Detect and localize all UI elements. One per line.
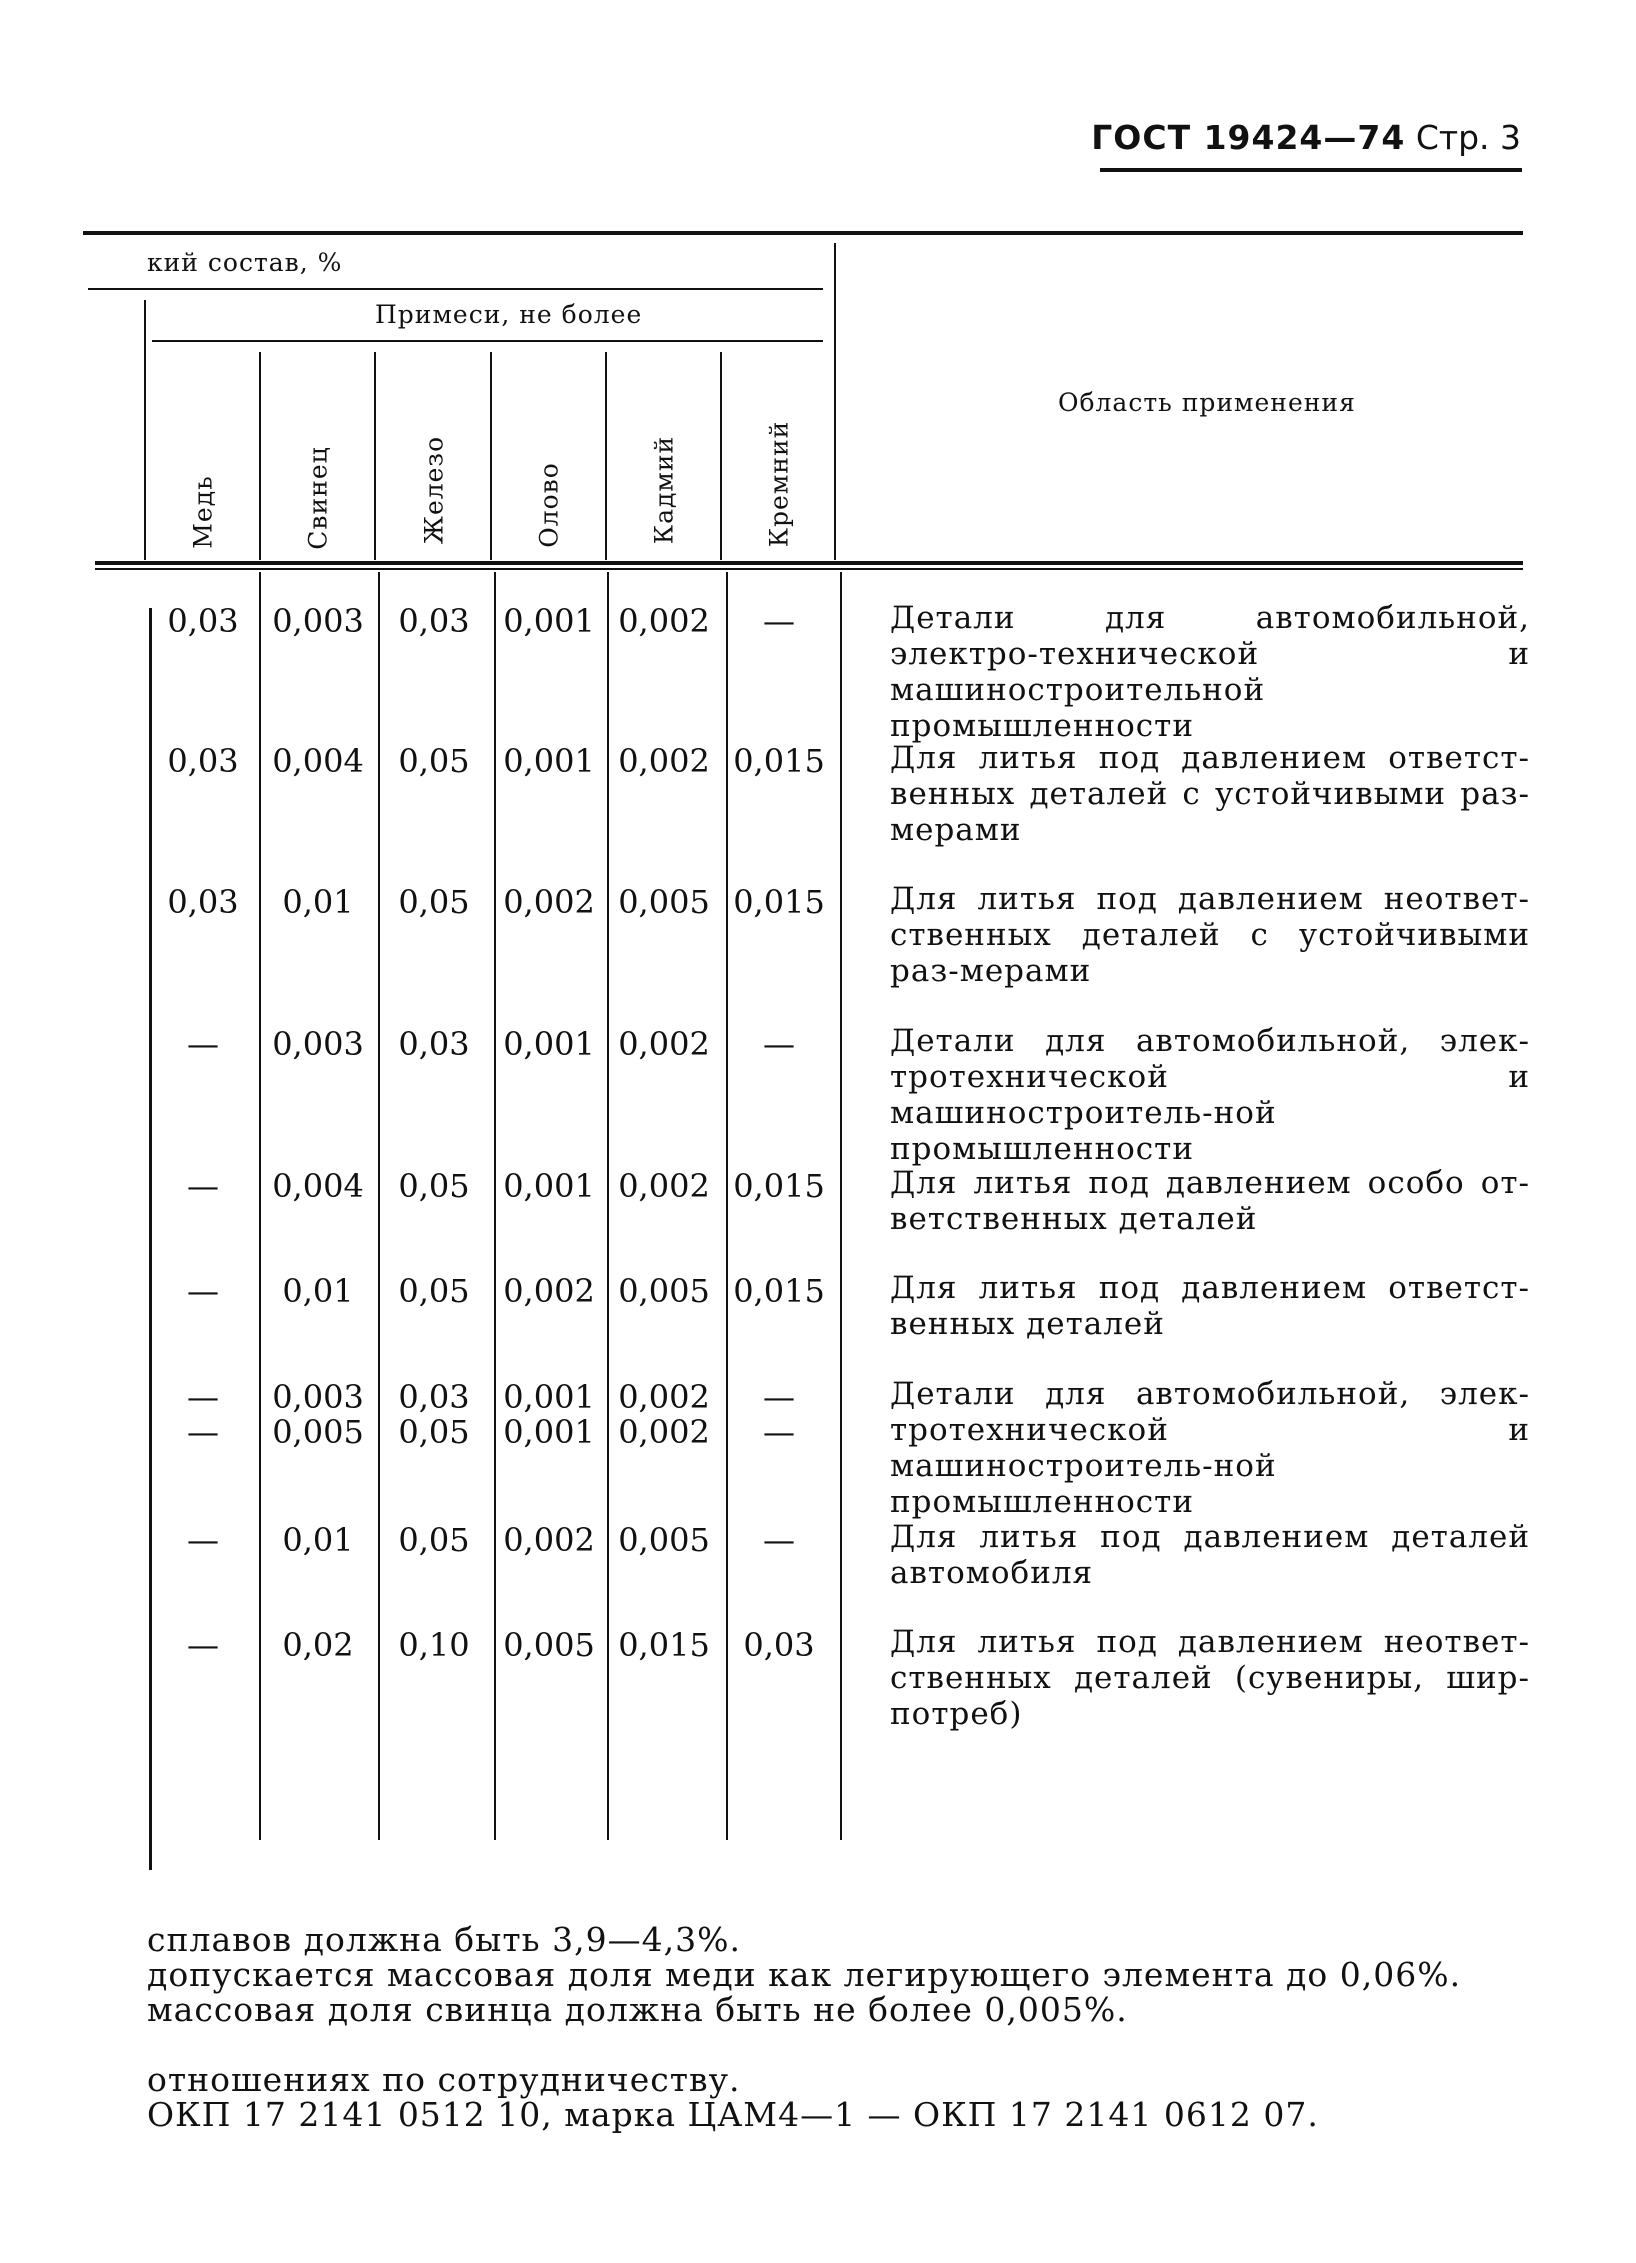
cell-copper: 0,03: [167, 602, 239, 640]
cell-iron: 0,03: [398, 1025, 470, 1063]
body-col-divider: [607, 572, 609, 1840]
impurities-header-underline: [152, 340, 823, 342]
page-number: Стр. 3: [1415, 118, 1521, 157]
col-header-cadmium: Кадмий: [649, 435, 679, 545]
group-header-underline: [88, 288, 823, 290]
header-underline: [1100, 168, 1522, 172]
cell-copper: —: [187, 1025, 219, 1063]
col-header-iron: Железо: [419, 435, 449, 545]
body-col-divider: [494, 572, 496, 1840]
cell-silicon: 0,03: [743, 1626, 815, 1664]
header-col-divider: [720, 352, 722, 560]
body-col-divider: [840, 572, 842, 1840]
cell-application: Детали для автомобильной, элек-тротехнической и машиностроитель-ной промышленности: [890, 1023, 1530, 1167]
cell-cadmium: 0,002: [618, 602, 710, 640]
cell-lead: 0,003: [272, 1025, 364, 1063]
cell-silicon: 0,015: [733, 1272, 825, 1310]
cell-lead: 0,01: [282, 883, 354, 921]
cell-cadmium: 0,002: [618, 1413, 710, 1451]
cell-lead: 0,004: [272, 742, 364, 780]
footer-line: сплавов должна быть 3,9—4,3%.: [147, 1920, 741, 1959]
cell-lead: 0,003: [272, 602, 364, 640]
cell-application: Детали для автомобильной, элек-тротехнической и машиностроитель-ной промышленности: [890, 1376, 1530, 1520]
cell-iron: 0,05: [398, 1272, 470, 1310]
col-header-tin: Олово: [534, 462, 564, 548]
cell-cadmium: 0,002: [618, 1378, 710, 1416]
standard-code: ГОСТ 19424—74: [1091, 118, 1406, 157]
application-header-label: Область применения: [1058, 388, 1356, 417]
cell-silicon: 0,015: [733, 1167, 825, 1205]
cell-application: Детали для автомобильной, электро-технической и машиностроительной промышленности: [890, 600, 1530, 744]
cell-tin: 0,002: [503, 1272, 595, 1310]
impurities-header-label: Примеси, не более: [375, 300, 643, 329]
cell-silicon: 0,015: [733, 883, 825, 921]
cell-copper: —: [187, 1626, 219, 1664]
cell-lead: 0,01: [282, 1272, 354, 1310]
cell-silicon: 0,015: [733, 742, 825, 780]
cell-copper: 0,03: [167, 742, 239, 780]
cell-iron: 0,05: [398, 1413, 470, 1451]
cell-lead: 0,003: [272, 1378, 364, 1416]
col-header-lead: Свинец: [303, 446, 333, 550]
cell-iron: 0,05: [398, 1167, 470, 1205]
header-col-divider: [490, 352, 492, 560]
cell-cadmium: 0,005: [618, 1521, 710, 1559]
cell-copper: —: [187, 1521, 219, 1559]
application-col-divider: [834, 243, 836, 560]
body-col-divider: [259, 572, 261, 1840]
cell-cadmium: 0,015: [618, 1626, 710, 1664]
cell-tin: 0,001: [503, 1413, 595, 1451]
cell-tin: 0,005: [503, 1626, 595, 1664]
cell-cadmium: 0,005: [618, 883, 710, 921]
cell-copper: —: [187, 1167, 219, 1205]
cell-cadmium: 0,005: [618, 1272, 710, 1310]
page-header: [1091, 118, 1521, 157]
header-col-divider: [144, 300, 146, 560]
cell-iron: 0,10: [398, 1626, 470, 1664]
cell-cadmium: 0,002: [618, 1025, 710, 1063]
cell-lead: 0,01: [282, 1521, 354, 1559]
footer-line: массовая доля свинца должна быть не более 0,005%.: [147, 1990, 1128, 2029]
table-top-rule: [83, 231, 1523, 235]
cell-silicon: —: [763, 1025, 795, 1063]
cell-copper: —: [187, 1413, 219, 1451]
cell-silicon: —: [763, 602, 795, 640]
cell-tin: 0,001: [503, 742, 595, 780]
body-col-divider: [726, 572, 728, 1840]
cell-cadmium: 0,002: [618, 1167, 710, 1205]
footer-line: отношениях по сотрудничеству.: [147, 2060, 741, 2099]
cell-lead: 0,02: [282, 1626, 354, 1664]
cell-copper: —: [187, 1272, 219, 1310]
cell-application: Для литья под давлением ответст-венных деталей с устойчивыми раз-мерами: [890, 740, 1530, 848]
cell-tin: 0,002: [503, 883, 595, 921]
header-col-divider: [374, 352, 376, 560]
cell-application: Для литья под давлением деталей автомобиля: [890, 1519, 1530, 1591]
cell-tin: 0,001: [503, 1025, 595, 1063]
header-col-divider: [259, 352, 261, 560]
footer-line: допускается массовая доля меди как легирующего элемента до 0,06%.: [147, 1955, 1462, 1994]
group-header-label: кий состав, %: [147, 248, 343, 277]
col-header-copper: Медь: [188, 475, 218, 549]
body-col-divider: [149, 608, 152, 1870]
footer-line: ОКП 17 2141 0512 10, марка ЦАМ4—1 — ОКП 17 2141 0612 07.: [147, 2095, 1319, 2134]
cell-silicon: —: [763, 1521, 795, 1559]
header-bottom-rule-2: [95, 568, 1523, 570]
cell-copper: 0,03: [167, 883, 239, 921]
header-col-divider: [605, 352, 607, 560]
col-header-silicon: Кремний: [764, 420, 794, 548]
cell-iron: 0,05: [398, 742, 470, 780]
cell-silicon: —: [763, 1378, 795, 1416]
cell-tin: 0,001: [503, 602, 595, 640]
cell-silicon: —: [763, 1413, 795, 1451]
cell-application: Для литья под давлением особо от-ветственных деталей: [890, 1165, 1530, 1237]
cell-tin: 0,002: [503, 1521, 595, 1559]
cell-lead: 0,005: [272, 1413, 364, 1451]
cell-iron: 0,03: [398, 1378, 470, 1416]
cell-iron: 0,03: [398, 602, 470, 640]
cell-application: Для литья под давлением неответ-ственных деталей (сувениры, шир-потреб): [890, 1624, 1530, 1732]
cell-tin: 0,001: [503, 1167, 595, 1205]
cell-copper: —: [187, 1378, 219, 1416]
cell-application: Для литья под давлением неответ-ственных деталей с устойчивыми раз-мерами: [890, 881, 1530, 989]
header-bottom-rule: [95, 561, 1523, 565]
cell-cadmium: 0,002: [618, 742, 710, 780]
cell-tin: 0,001: [503, 1378, 595, 1416]
cell-iron: 0,05: [398, 1521, 470, 1559]
body-col-divider: [378, 572, 380, 1840]
cell-iron: 0,05: [398, 883, 470, 921]
cell-lead: 0,004: [272, 1167, 364, 1205]
cell-application: Для литья под давлением ответст-венных деталей: [890, 1270, 1530, 1342]
